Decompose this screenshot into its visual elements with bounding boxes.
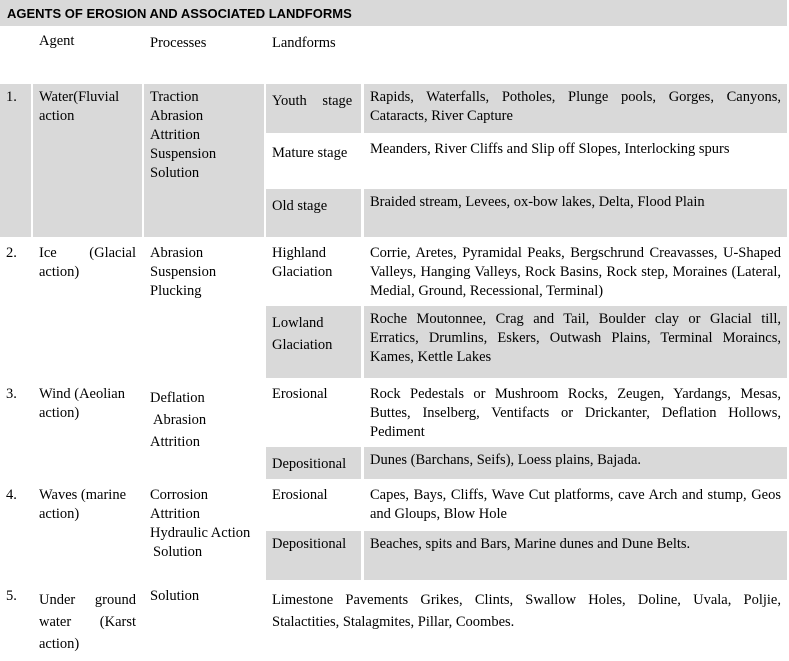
landform-items-waves-erosional: Capes, Bays, Cliffs, Wave Cut platforms, cave Arch and stump, Geos and Gloups, Blow Hole [364, 482, 787, 528]
header-agent: Agent [33, 28, 142, 82]
row-2-agent: Ice (Glacial action) [33, 240, 142, 378]
process-item: Traction [150, 89, 199, 105]
process-item: Suspension [150, 264, 217, 280]
landform-items-highland-glaciation: Corrie, Aretes, Pyramidal Peaks, Bergschrund Creavasses, U-Shaped Valleys, Hanging Valleys, Rock Basins, Rock step, Moraines (Lateral, Medial, Ground, Recessional, Terminal) [364, 240, 787, 303]
row-5-agent: Under ground water (Karst action) [33, 583, 142, 661]
process-item: Solution [150, 165, 200, 181]
row-4-number: 4. [0, 482, 31, 580]
header-number-cell [0, 28, 31, 82]
process-item: Attrition [150, 127, 200, 143]
process-item: Attrition [150, 434, 200, 450]
header-landforms: Landforms [266, 28, 787, 82]
landform-items-lowland-glaciation: Roche Moutonnee, Crag and Tail, Boulder clay or Glacial till, Erratics, Drumlins, Eskers, Outwash Plains, Terminal Morainc​s, Kames, Kettle Lakes [364, 306, 787, 378]
row-3-agent: Wind (Aeolian action) [33, 381, 142, 479]
landform-type-waves-depositional: Depositional [266, 531, 361, 580]
landform-type-mature-stage: Mature stage [266, 136, 361, 186]
process-item: Attrition [150, 506, 200, 522]
process-item: Solution [153, 544, 203, 560]
row-4-processes [144, 482, 264, 580]
row-1-processes [144, 84, 264, 237]
landform-items-mature-stage: Meanders, River Cliffs and Slip off Slopes, Interlocking spurs [364, 136, 787, 186]
process-item: Corrosion [150, 487, 208, 503]
landform-type-old-stage: Old stage [266, 189, 361, 237]
landform-type-wind-erosional: Erosional [266, 381, 361, 444]
row-1-number: 1. [0, 84, 31, 237]
landform-items-old-stage: Braided stream, Levees, ox-bow lakes, Delta, Flood Plain [364, 189, 787, 237]
landform-type-waves-erosional: Erosional [266, 482, 361, 528]
process-item: Abrasion [150, 108, 204, 124]
process-item: Abrasion [150, 245, 204, 261]
row-5-processes [144, 583, 264, 661]
row-3-processes [144, 381, 264, 479]
landform-items-wind-erosional: Rock Pedestals or Mushroom Rocks, Zeugen, Yardangs, Mesas, Buttes, Inselberg, Ventifacts or Drickanter, Deflation Hollows, Pediment [364, 381, 787, 444]
header-processes: Processes [144, 28, 264, 82]
process-item: Plucking [150, 283, 202, 299]
process-item: Abrasion [153, 412, 207, 428]
row-5-number: 5. [0, 583, 31, 661]
landform-type-youth-stage: Youth stage [266, 84, 361, 133]
landform-items-waves-depositional: Beaches, spits and Bars, Marine dunes and Dune Belts. [364, 531, 787, 580]
process-item: Suspension [150, 146, 217, 162]
landform-type-wind-depositional: Depositional [266, 447, 361, 479]
landform-items-youth-stage: Rapids, Waterfalls, Potholes, Plunge pools, Gorges, Canyons, Cataracts, River Capture [364, 84, 787, 133]
table-title: AGENTS OF EROSION AND ASSOCIATED LANDFORMS [0, 0, 787, 26]
process-item: Solution [150, 588, 200, 604]
landform-type-highland-glaciation: Highland Glaciation [266, 240, 361, 303]
row-1-agent: Water(Fluvial action [33, 84, 142, 237]
process-item: Hydraulic Action [150, 525, 251, 541]
row-3-number: 3. [0, 381, 31, 479]
process-item: Deflation [150, 390, 205, 406]
row-2-processes [144, 240, 264, 378]
landform-type-lowland-glaciation: Lowland Glaciation [266, 306, 361, 378]
row-2-number: 2. [0, 240, 31, 378]
landform-items-wind-depositional: Dunes (Barchans, Seifs), Loess plains, Bajada. [364, 447, 787, 479]
landform-items-karst: Limestone Pavements Grikes, Clints, Swallow Holes, Doline, Uvala, Poljie, Stalactities, Stalagmites, Pillar, Coombes. [266, 583, 787, 661]
row-4-agent: Waves (marine action) [33, 482, 142, 580]
